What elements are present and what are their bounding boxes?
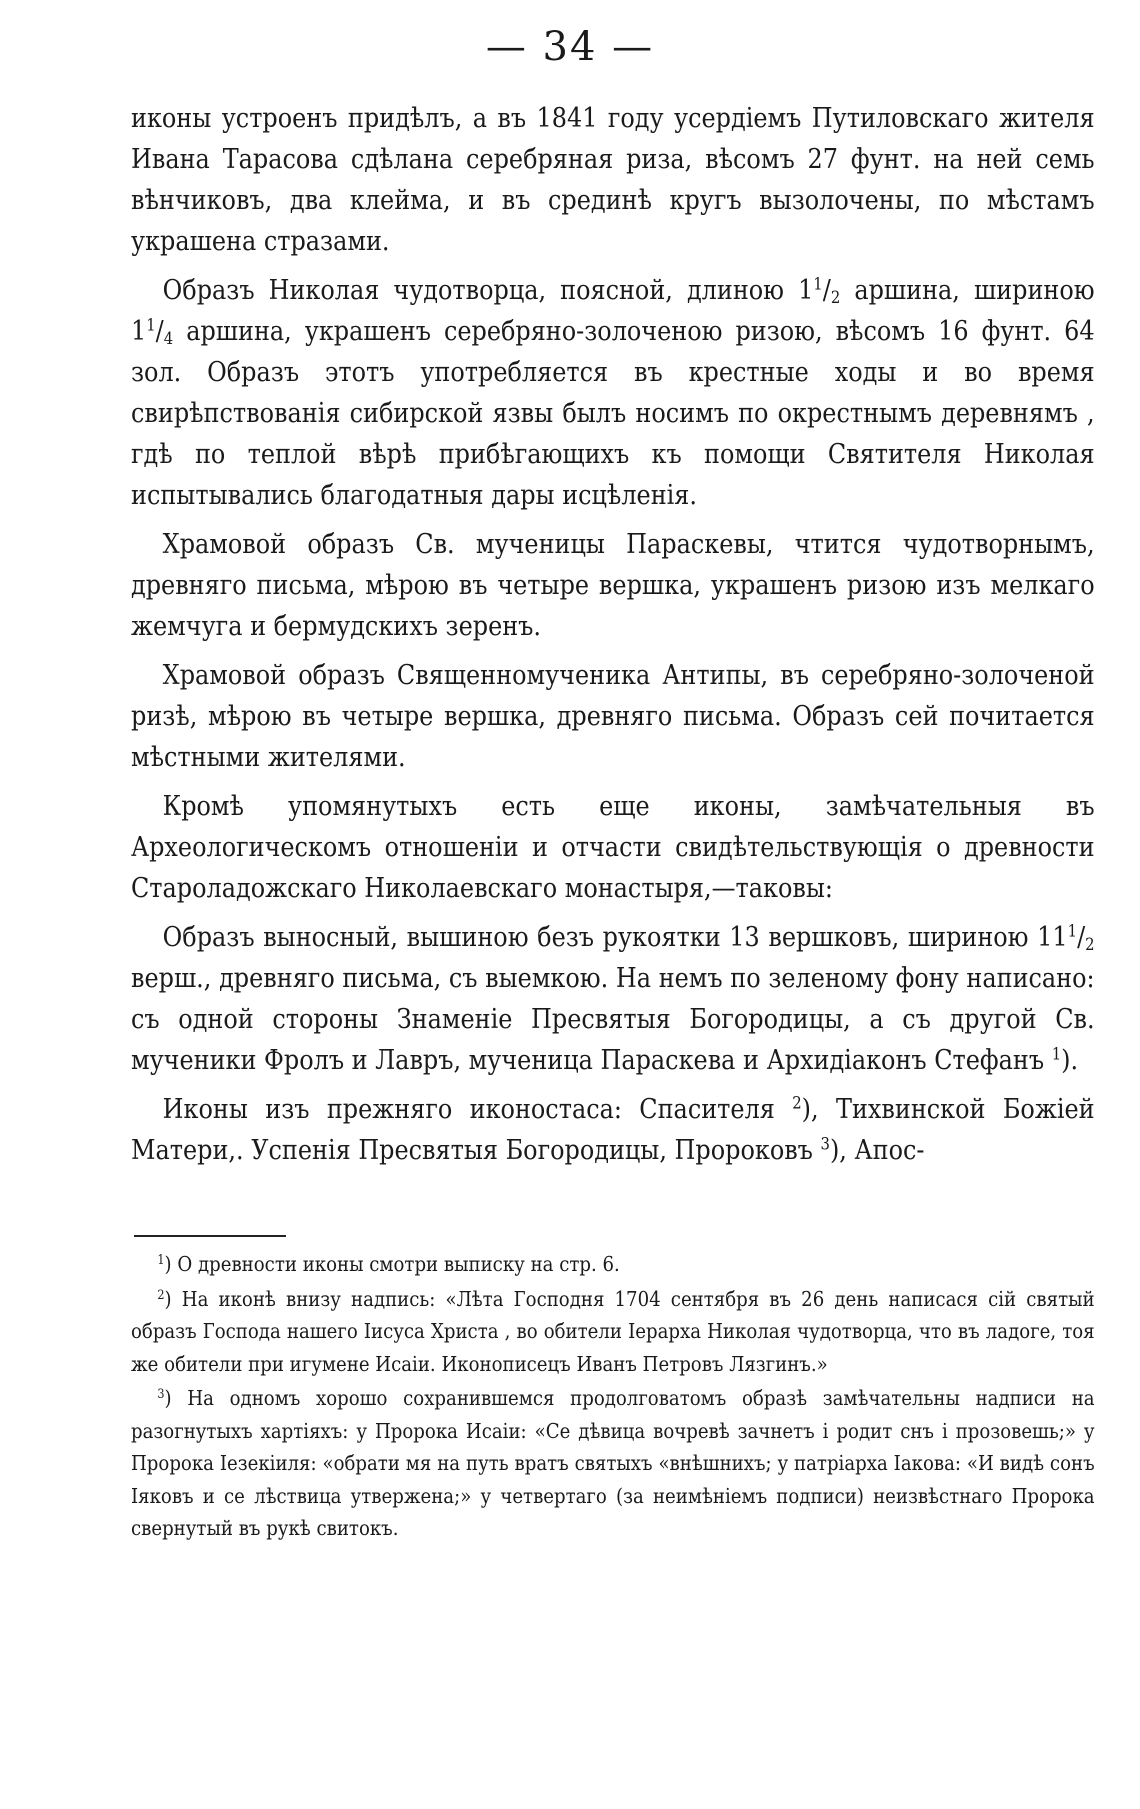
fraction-numerator: 1 [1067, 920, 1078, 941]
paragraph-4: Храмовой образъ Священномученика Антипы, въ серебряно-золоченой ризѣ, мѣрою въ четыре вершка, древняго письма. Образъ сей почитается мѣстными жителями. [131, 660, 1095, 773]
paragraph-2-text-a: Образъ Николая чудотворца, поясной, длиною [162, 275, 799, 306]
fraction-denominator: 4 [163, 328, 174, 349]
footnote-text: ) На иконѣ внизу надпись: «Лѣта Господня 1704 сентября въ 26 день написася сій святый образъ Господа нашего Іисуса Христа , во обители Іерарха Николая чудотворца, что въ ладоге, тоя же обители при игумене Исаіи. Иконописецъ Иванъ Петровъ Лязгинъ.» [131, 1286, 1095, 1376]
footnote-text: ) О древности иконы смотри выписку на стр. 6. [164, 1252, 620, 1276]
fraction-denominator: 2 [830, 287, 841, 308]
footnote-mark: 2 [157, 1287, 165, 1303]
footnote-ref: 3 [820, 1133, 830, 1154]
paragraph-7 [131, 1089, 1095, 1171]
paragraph-6-text-b: верш., древняго письма, съ выемкою. На немъ по зеленому фону написано: съ одной стороны Знаменіе Пресвятыя Богородицы, а съ другой Св. мученики Фролъ и Лавръ, мученица Параскева и Архидіаконъ Стефанъ [131, 963, 1095, 1076]
footnote-divider [134, 1235, 286, 1237]
footnote-ref: 2 [792, 1092, 802, 1113]
paragraph-7-text-b: ), Тихвинской Божіей Матери,. Успенія Пресвятыя Богородицы, Пророковъ [131, 1094, 1095, 1166]
main-text [131, 98, 1095, 1179]
paragraph-6: Образъ выносный, вышиною безъ рукоятки 13 вершковъ, шириною $11^1/_2$ верш., древняго письма, съ выемкою. На немъ по зеленому фону написано: съ одной стороны Знаменіе Пресвятыя Богородицы, а съ другой Св. мученики Фролъ и Лавръ, мученица Параскева и Архидіаконъ Стефанъ $^1$). [131, 920, 1095, 1076]
page-number: — 34 — [485, 24, 655, 70]
paragraph-1: иконы устроенъ придѣлъ, а въ 1841 году усердіемъ Путиловскаго жителя Ивана Тарасова сдѣлана серебряная риза, вѣсомъ 27 фунт. на ней семь вѣнчиковъ, два клейма, и въ срединѣ кругъ вызолочены, по мѣстамъ украшена стразами. [131, 103, 1095, 257]
fraction-whole: 1 [798, 275, 814, 306]
paragraph-6-text-c: ). [1061, 1045, 1079, 1076]
footnote-text: ) На одномъ хорошо сохранившемся продолговатомъ образѣ замѣчательны надписи на разогнутыхъ хартіяхъ: у Пророка Исаіи: «Се дѣвица вочревѣ зачнетъ і родит снъ і прозовешь;» у Пророка Іезекіиля: «обрати мя на путь вратъ святыхъ «внѣшнихъ; у патріарха Іакова: «И видѣ сонъ Іяковъ и се лѣствица утвержена;» у четвертаго (за неимѣніемъ подписи) неизвѣстнаго Пророка свернутый въ рукѣ свитокъ. [131, 1386, 1095, 1540]
fraction-whole: 11 [1037, 922, 1068, 953]
footnote-3 [131, 1382, 1095, 1545]
footnotes [131, 1248, 1095, 1547]
paragraph-7-text-a: Иконы изъ прежняго иконостаса: Спасителя [162, 1094, 793, 1125]
footnote-2 [131, 1283, 1095, 1381]
footnote-mark: 3 [157, 1386, 165, 1402]
fraction-denominator: 2 [1085, 934, 1095, 955]
fraction-numerator: 1 [146, 314, 156, 335]
paragraph-7-text-c: ), Апос- [829, 1135, 925, 1166]
paragraph-2-text-c: аршина, украшенъ серебряно-золоченою ризою, вѣсомъ 16 фунт. 64 зол. Образъ этотъ употребляется въ крестные ходы и во время свирѣпствованія сибирской язвы былъ носимъ по окрестнымъ деревнямъ , гдѣ по теплой вѣрѣ прибѣгающихъ къ помощи Святителя Николая испытывались благодатныя дары исцѣленія. [131, 316, 1095, 511]
paragraph-6-text-a: Образъ выносный, вышиною безъ рукоятки 13 вершковъ, шириною [162, 922, 1038, 953]
fraction-numerator: 1 [813, 273, 823, 294]
footnote-1 [131, 1248, 1095, 1281]
footnote-mark: 1 [157, 1252, 165, 1268]
footnote-ref: 1 [1051, 1043, 1062, 1064]
paragraph-3: Храмовой образъ Св. мученицы Параскевы, чтится чудотворнымъ, древняго письма, мѣрою въ четыре вершка, украшенъ ризою изъ мелкаго жемчуга и бермудскихъ зеренъ. [131, 529, 1095, 642]
paragraph-5: Кромѣ упомянутыхъ есть еще иконы, замѣчательныя въ Археологическомъ отношеніи и отчасти свидѣтельствующія о древности Староладожскаго Николаевскаго монастыря,—таковы: [131, 791, 1095, 904]
paragraph-2: Образъ Николая чудотворца, поясной, длиною $1^1/_2$ аршина, шириною $1^1/_4$ аршина, украшенъ серебряно-золоченою ризою, вѣсомъ 16 фунт. 64 зол. Образъ этотъ употребляется въ крестные ходы и во время свирѣпствованія сибирской язвы былъ носимъ по окрестнымъ деревнямъ , гдѣ по теплой вѣрѣ прибѣгающихъ къ помощи Святителя Николая испытывались благодатныя дары исцѣленія. [131, 273, 1095, 511]
fraction-whole: 1 [131, 316, 147, 347]
paragraph-2-text-b: аршина, шириною [840, 275, 1095, 306]
